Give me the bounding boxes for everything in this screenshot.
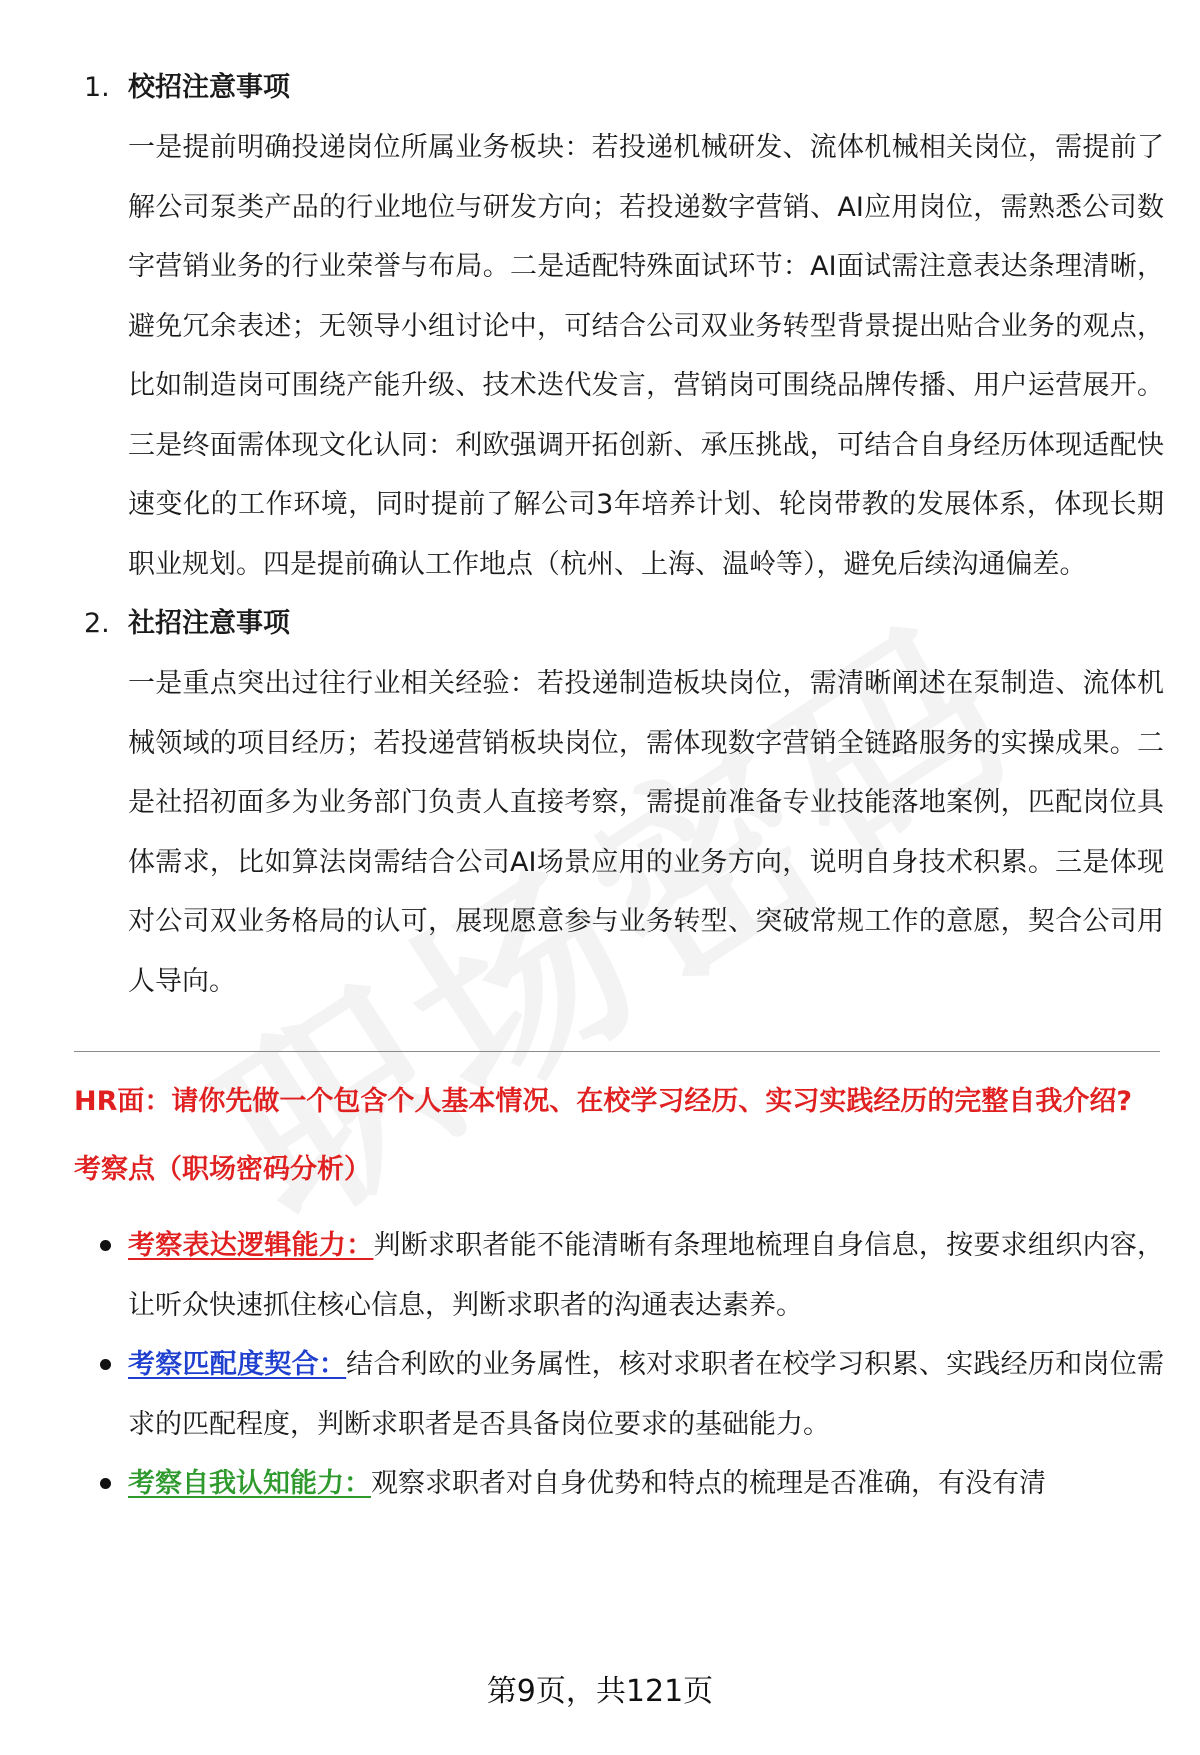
bullet-dot-icon [100, 1359, 111, 1370]
list-item [74, 1454, 1164, 1514]
item-number: 1. [84, 72, 110, 103]
analysis-list [74, 1216, 1164, 1514]
list-item [74, 1335, 1164, 1454]
bullet-label: 考察自我认知能力： [128, 1468, 371, 1499]
analysis-heading: 考察点（职场密码分析） [74, 1154, 371, 1185]
bullet-label: 考察匹配度契合： [128, 1349, 347, 1380]
list-item [74, 1216, 1164, 1335]
item-body: 一是提前明确投递岗位所属业务板块：若投递机械研发、流体机械相关岗位，需提前了解公司泵类产品的行业地位与研发方向；若投递数字营销、AI应用岗位，需熟悉公司数字营销业务的行业荣誉与布局。二是适配特殊面试环节：AI面试需注意表达条理清晰，避免冗余表述；无领导小组讨论中，可结合公司双业务转型背景提出贴合业务的观点，比如制造岗可围绕产能升级、技术迭代发言，营销岗可围绕品牌传播、用户运营展开。三是终面需体现文化认同：利欧强调开拓创新、承压挑战，可结合自身经历体现适配快速变化的工作环境，同时提前了解公司3年培养计划、轮岗带教的发展体系，体现长期职业规划。四是提前确认工作地点（杭州、上海、温岭等），避免后续沟通偏差。 [128, 132, 1164, 580]
item-number: 2. [84, 608, 110, 639]
section-divider [74, 1051, 1160, 1052]
social-notes-item [74, 594, 1164, 1011]
bullet-dot-icon [100, 1478, 111, 1489]
campus-notes-item [74, 58, 1164, 594]
bullet-text: 判断求职者能不能清晰有条理地梳理自身信息，按要求组织内容，让听众快速抓住核心信息，判断求职者的沟通表达素养。 [128, 1230, 1165, 1321]
page-number: 第9页，共121页 [486, 1674, 714, 1709]
bullet-text: 结合利欧的业务属性，核对求职者在校学习积累、实践经历和岗位需求的匹配程度，判断求职者是否具备岗位要求的基础能力。 [128, 1349, 1165, 1440]
bullet-label: 考察表达逻辑能力： [128, 1230, 374, 1261]
item-title: 社招注意事项 [128, 608, 290, 639]
content [74, 58, 1164, 1514]
item-body: 一是重点突出过往行业相关经验：若投递制造板块岗位，需清晰阐述在泵制造、流体机械领域的项目经历；若投递营销板块岗位，需体现数字营销全链路服务的实操成果。二是社招初面多为业务部门负责人直接考察，需提前准备专业技能落地案例，匹配岗位具体需求，比如算法岗需结合公司AI场景应用的业务方向，说明自身技术积累。三是体现对公司双业务格局的认可，展现愿意参与业务转型、突破常规工作的意愿，契合公司用人导向。 [128, 668, 1164, 997]
bullet-dot-icon [100, 1240, 111, 1251]
bullet-text: 观察求职者对自身优势和特点的梳理是否准确，有没有清 [371, 1468, 1046, 1499]
item-title: 校招注意事项 [128, 72, 290, 103]
interview-question: HR面：请你先做一个包含个人基本情况、在校学习经历、实习实践经历的完整自我介绍? [74, 1086, 1133, 1117]
